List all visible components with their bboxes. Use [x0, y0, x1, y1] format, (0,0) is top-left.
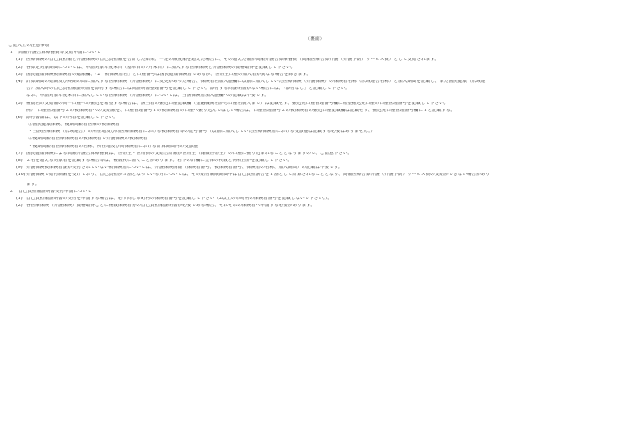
section-2-items: [8, 197, 622, 211]
section-1-title: １ 高額介護合算療養費等支給申請について: [9, 51, 101, 56]
note-item: [8, 173, 622, 183]
note-item: [8, 58, 622, 65]
note-item: ①国民健康保険、後期高齢者医療の被保険者: [28, 123, 120, 128]
note-item-text: 介護保険被保険者証が交付されていない被保険者については、介護保険情報（保険者番号、被保険者番号、保険者の名称、加入期間）の記載は不要です。: [26, 166, 343, 171]
note-item-number: (6): [16, 115, 23, 120]
notes-title: ご記入上の注意事項: [8, 44, 50, 48]
note-item-text: 複数名の支給額の同一口座への振込を希望する場合は、該当者の振込口座記載欄（金融機関名から口座名義人まで）は記載せず、振込先口座管理番号欄に希望振込先口座の口座管理番号を記載して下さい。: [26, 101, 449, 106]
note-item-text: 各医療保険（介護保険）資格取得ごとに複数保険者分の自己負担額証明書が必要である場合、それぞれの保険者へ申請する必要があります。: [26, 204, 316, 209]
note-item: [8, 73, 622, 80]
notes-body: [8, 44, 622, 212]
page-side-label: （裏面）: [305, 37, 325, 42]
note-item: [8, 102, 622, 109]
note-item: 合）加入時の自己負担額証明書を添付する場合には同証明書整理番号を記載して下さい。添付する同証明書がない場合には、「添付なし」と記載して下さい。: [26, 87, 350, 92]
note-item: [8, 66, 622, 73]
note-item: [8, 204, 622, 211]
note-item-text: 国民健康保険被保険者の総額欄、「2 被保険者名」と口座番号は国民健康保険者であるが、世帯主口座の加入者が異なる場合を除きます。: [26, 72, 312, 77]
note-item-text: 自己負担額証明書の交付を申請する場合は、必ず同じ市町村の保険者番号を記載して下さい（2以上の市町村の保険者番号を記載しないで下さい。）。: [26, 197, 333, 202]
note-item-text: 介護保険で給付制限を受けており、自己負担が３割となっている方については、その給付制限期間中は自己負担割合を１割として計算されることとなり、高額医療合算介護（介護予防）サービス費の支給ができない場合があり: [26, 173, 490, 178]
note-item: [8, 166, 622, 173]
note-item-number: (2): [16, 65, 23, 70]
note-item-text: 各算定対象期間については、申請対象年度末日（基準日の7月末日）に加入する医療保険と介護保険の資格取得を記載して下さい。: [26, 65, 296, 70]
note-item: [8, 80, 622, 87]
note-item: [8, 116, 622, 123]
note-item: なお、申請対象年度末日に加入している医療保険（介護保険）については、当該保険者加入歴欄への記載は不要です。: [26, 94, 270, 99]
note-item: ます。: [26, 182, 40, 187]
note-item-text: 添付書類は、以下の内容を記載して下さい。: [26, 115, 118, 120]
note-item-number: (5): [16, 101, 23, 106]
note-item: [8, 152, 622, 159]
note-item: [8, 197, 622, 204]
note-item-number: (2): [16, 204, 23, 209]
section-1-items: [8, 58, 622, 190]
note-item-number: (9): [16, 166, 23, 171]
note-item-number: (10): [16, 173, 26, 178]
note-item-text: 国民健康保険による高額介護合算療養費は、世帯主・世帯員の支給合計額が世帯主（報償世帯主）の口座に振り込まれることとなりますので、ご留意下さい。: [26, 151, 353, 156]
note-item-number: (1): [16, 197, 23, 202]
note-item-number: (4): [16, 79, 23, 84]
note-item-text: ２名を超える対象者を記載する場合等は、複数枚に書くことがあります。右下の計欄に全体の枚数と何枚目かを記載して下さい。: [26, 159, 293, 163]
section-2-title: ２ 自己負担額証明書交付申請について: [9, 190, 92, 195]
note-item-number: (1): [16, 58, 23, 63]
note-item-number: (7): [16, 151, 23, 156]
note-item: [8, 159, 622, 166]
note-item: 例） 口座管理番号２の被保険者への支給額を、口座管理番号１の被保険者の口座へ振り込んでほしい場合は、口座管理番号２の被保険者の振込口座記載欄は記載せず、振込先口座管理番号欄に１と記載する。: [26, 108, 456, 113]
note-item: ・後期高齢者医療保険者の名称、所在地及び同保険者における計算期間内の受診歴: [28, 144, 198, 149]
note-item-number: (8): [16, 159, 23, 163]
note-item-text: 計算期間の始期及び終期の間に加入する医療保険（介護保険）に変更があった場合、保険者名加入歴欄に以前に加入していた医療保険（介護保険）の保険者名称（広域連合名称）と加入期間を記載し、また国民健康（広域連: [26, 79, 486, 84]
note-item: ②後期高齢者医療保険者の被保険者で介護保険の被保険者: [28, 137, 148, 142]
note-item: ・当該医療保険（広域連合）の所在地及び同医療保険者における被保険者等の記号番号（以前に加入していた医療保険者における受診歴は記載する必要はありません。）: [28, 130, 376, 135]
note-item-text: 医療保険の自己負担額と介護保険の自己負担額を合計した結果、一定の限度額を超えた場合に、その超えた額が高額介護合算療養費（高額医療合算介護（介護予防）サービス費）として支給されます。: [26, 58, 440, 63]
note-item-number: (3): [16, 72, 23, 77]
